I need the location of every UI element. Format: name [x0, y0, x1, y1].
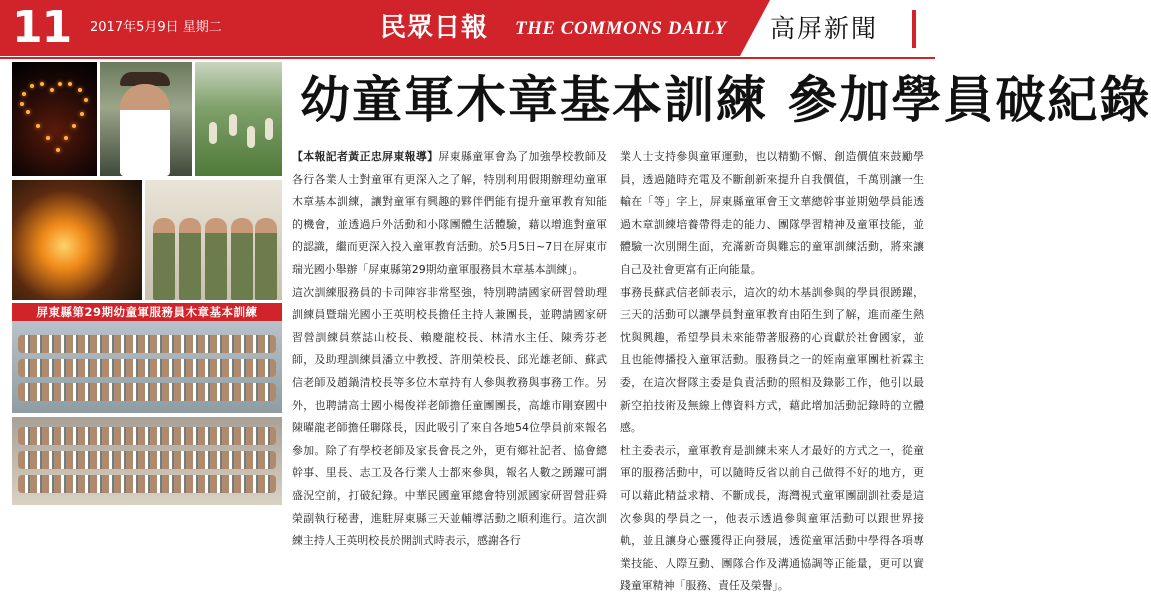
issue-date: 2017年5月9日 星期二 — [90, 20, 222, 35]
headline: 幼童軍木章基本訓練 參加學員破紀錄 — [300, 70, 1151, 129]
article-column-1 — [292, 146, 607, 548]
dateline: 【本報記者黃正忠屏東報導】 — [292, 150, 439, 163]
article-paragraph: 這次訓練服務員的卡司陣容非常堅強，特別聘請國家研習營助理訓練員暨瑞光國小王英明校長擔任主持人兼團長，並聘請國家研習營訓練員蔡誌山校長、賴慶龍校長、林清水主任、陳秀芬老師，及助理訓練員潘立中教授、許朋榮校長、邱光雄老師、蘇武信老師及趙鍋清校長等多位木章持有人參與教務與事務工作。另外，也聘請高士國小楊俊祥老師擔任童團團長，高雄市剛寮國中陳曜龍老師擔任聯隊長，因此吸引了來自各地54位學員前來報名參加。除了有學校老師及家長會長之外，更有鄉社記者、協會總幹事、里長、志工及各行業人士都來參與，報名人數之踴躍可謂盛況空前，打破紀錄。中華民國童軍總會特別派國家研習營莊舜榮副執行秘書，進駐屏東縣三天並輔導活動之順利進行。這次訓練主持人王英明校長於開訓式時表示，感謝各行 — [292, 285, 607, 548]
photo-group-steps — [12, 417, 282, 505]
newspaper-logo-en: THE COMMONS DAILY — [515, 18, 727, 39]
photo-candle-heart — [12, 62, 97, 176]
paragraph-text: 屏東縣童軍會為了加強學校教師及各行各業人士對童軍有更深入之了解，特別利用假期辦理幼童軍木章基本訓練，讓對童軍有興趣的夥伴們能有提升童軍教育知能的機會，並透過戶外活動和小隊團體生活體驗，藉以增進對童軍的認識，繼而更深入投入童軍教育活動。於5月5日~7日在屏東市瑞光國小舉辦「屏東縣第29期幼童軍服務員木章基本訓練」。 — [292, 150, 607, 276]
article-paragraph — [292, 146, 607, 282]
article-paragraph: 杜主委表示，童軍教育是訓練未來人才最好的方式之一，從童軍的服務活動中，可以隨時反省以前自己做得不好的地方，更可以藉此精益求精、不斷成長，海灣視式童軍團副訓社委是這次參與的學員之一，他表示透過參與童軍活動可以跟世界接軌，並且讓身心靈獲得正向發展，透從童軍活動中學得各項專業技能、人際互動、團隊合作及溝通協調等正能量，更可以實踐童軍精神「服務、責任及榮譽」。 — [620, 443, 924, 593]
article-paragraph: 事務長蘇武信老師表示，這次的幼木基訓參與的學員很踴躍，三天的活動可以讓學員對童軍教育由陌生到了解，進而產生熱忱與興趣，希望學員未來能帶著服務的心貢獻於社會國家，並且也能傳播投入童軍活動。服務員之一的姪南童軍團杜祈霖主委，在這次督隊主委是負責活動的照相及錄影工作，他引以最新空拍技術及無線上傳資料方式，藉此增加活動記錄時的立體感。 — [620, 285, 924, 435]
photo-group-hearts — [12, 321, 282, 413]
photo-campfire — [12, 180, 142, 300]
speaker-figure — [120, 84, 170, 176]
section-divider — [912, 10, 916, 48]
article-column-2 — [620, 146, 924, 593]
page-number: 11 — [12, 2, 72, 53]
photo-outdoor-activity — [195, 62, 282, 176]
masthead — [0, 0, 935, 60]
photo-caption-banner: 屏東縣第29期幼童軍服務員木章基本訓練 — [12, 303, 282, 321]
photo-leaders-group — [145, 180, 282, 300]
photo-speaker — [100, 62, 192, 176]
section-title: 高屏新聞 — [770, 14, 879, 43]
masthead-rule — [0, 57, 935, 59]
newspaper-logo-cn: 民眾日報 — [380, 13, 489, 43]
article-paragraph: 業人士支持參與童軍運動，也以精勤不懈、創造價值來鼓勵學員，透過隨時充電及不斷創新來提升自我價值，千萬別讓一生輸在「等」字上，屏東縣童軍會王文華總幹事並期勉學員能透過木章訓練培養帶得走的能力、團隊學習精神及童軍技能，並體驗一次別開生面，充滿新奇與難忘的童軍訓練活動，將來讓自己及社會更富有正向能量。 — [620, 150, 924, 276]
